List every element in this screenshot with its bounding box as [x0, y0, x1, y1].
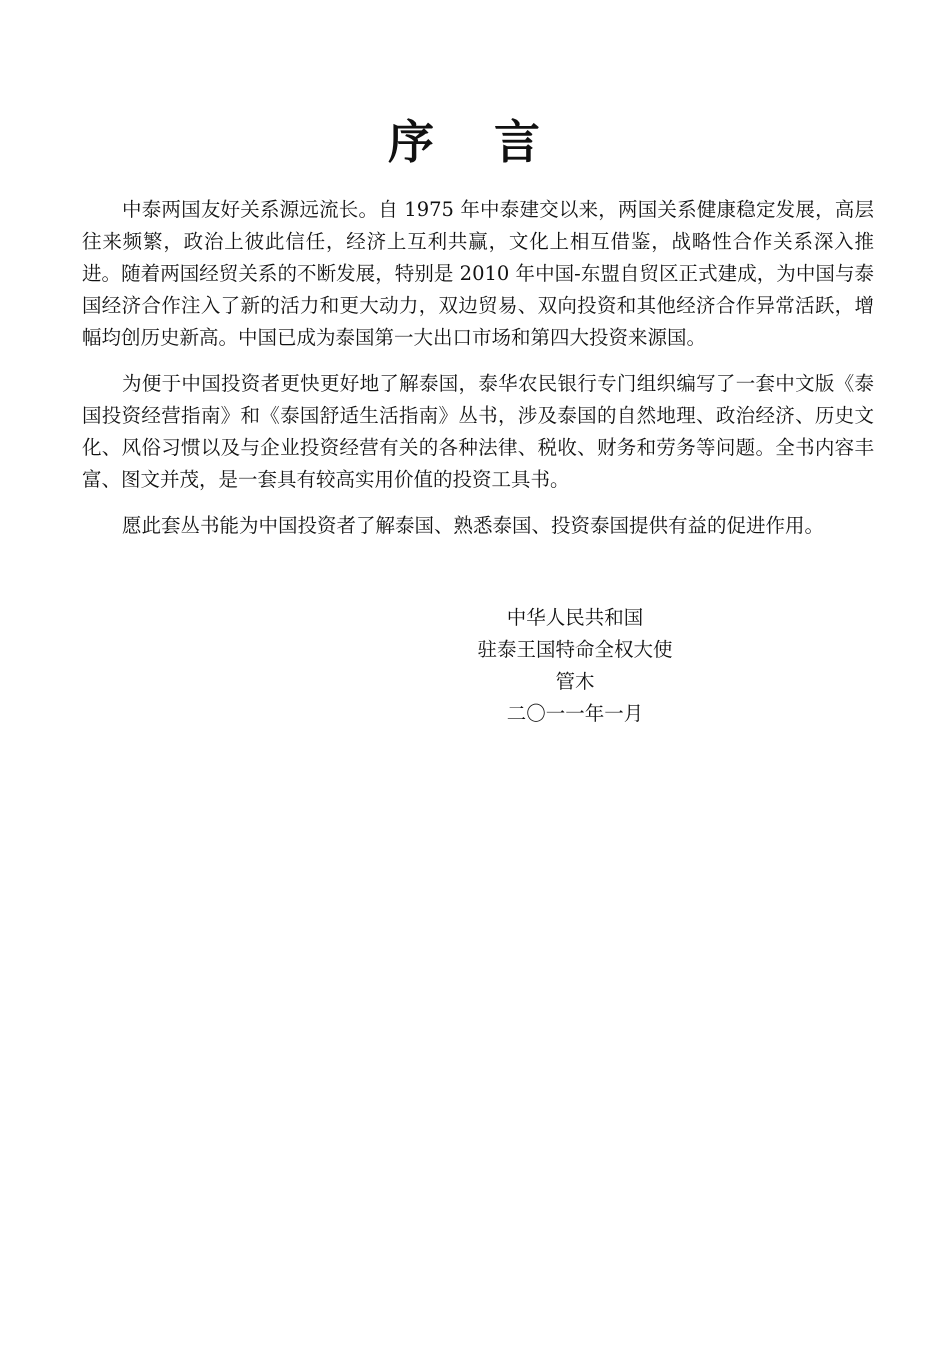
signature-country: 中华人民共和国 — [506, 606, 644, 629]
signature-name: 管木 — [555, 670, 595, 693]
preface-body — [82, 194, 874, 556]
signature-date: 二〇一一年一月 — [506, 702, 644, 725]
paragraph-3: 愿此套丛书能为中国投资者了解泰国、熟悉泰国、投资泰国提供有益的促进作用。 — [122, 514, 825, 537]
paragraph-2: 为便于中国投资者更快更好地了解泰国，泰华农民银行专门组织编写了一套中文版《泰国投资经营指南》和《泰国舒适生活指南》丛书，涉及泰国的自然地理、政治经济、历史文化、风俗习惯以及与企业投资经营有关的各种法律、税收、财务和劳务等问题。全书内容丰富、图文并茂，是一套具有较高实用价值的投资工具书。 — [82, 372, 874, 491]
paragraph-1: 中泰两国友好关系源远流长。自 1975 年中泰建交以来，两国关系健康稳定发展，高层往来频繁，政治上彼此信任，经济上互利共赢，文化上相互借鉴，战略性合作关系深入推进。随着两国经贸关系的不断发展，特别是 2010 年中国-东盟自贸区正式建成，为中国与泰国经济合作注入了新的活力和更大动力，双边贸易、双向投资和其他经济合作异常活跃，增幅均创历史新高。中国已成为泰国第一大出口市场和第四大投资来源国。 — [82, 198, 874, 349]
signature-block — [430, 602, 720, 730]
page-title: 序 言 — [387, 115, 562, 169]
signature-position: 驻泰王国特命全权大使 — [477, 638, 673, 661]
